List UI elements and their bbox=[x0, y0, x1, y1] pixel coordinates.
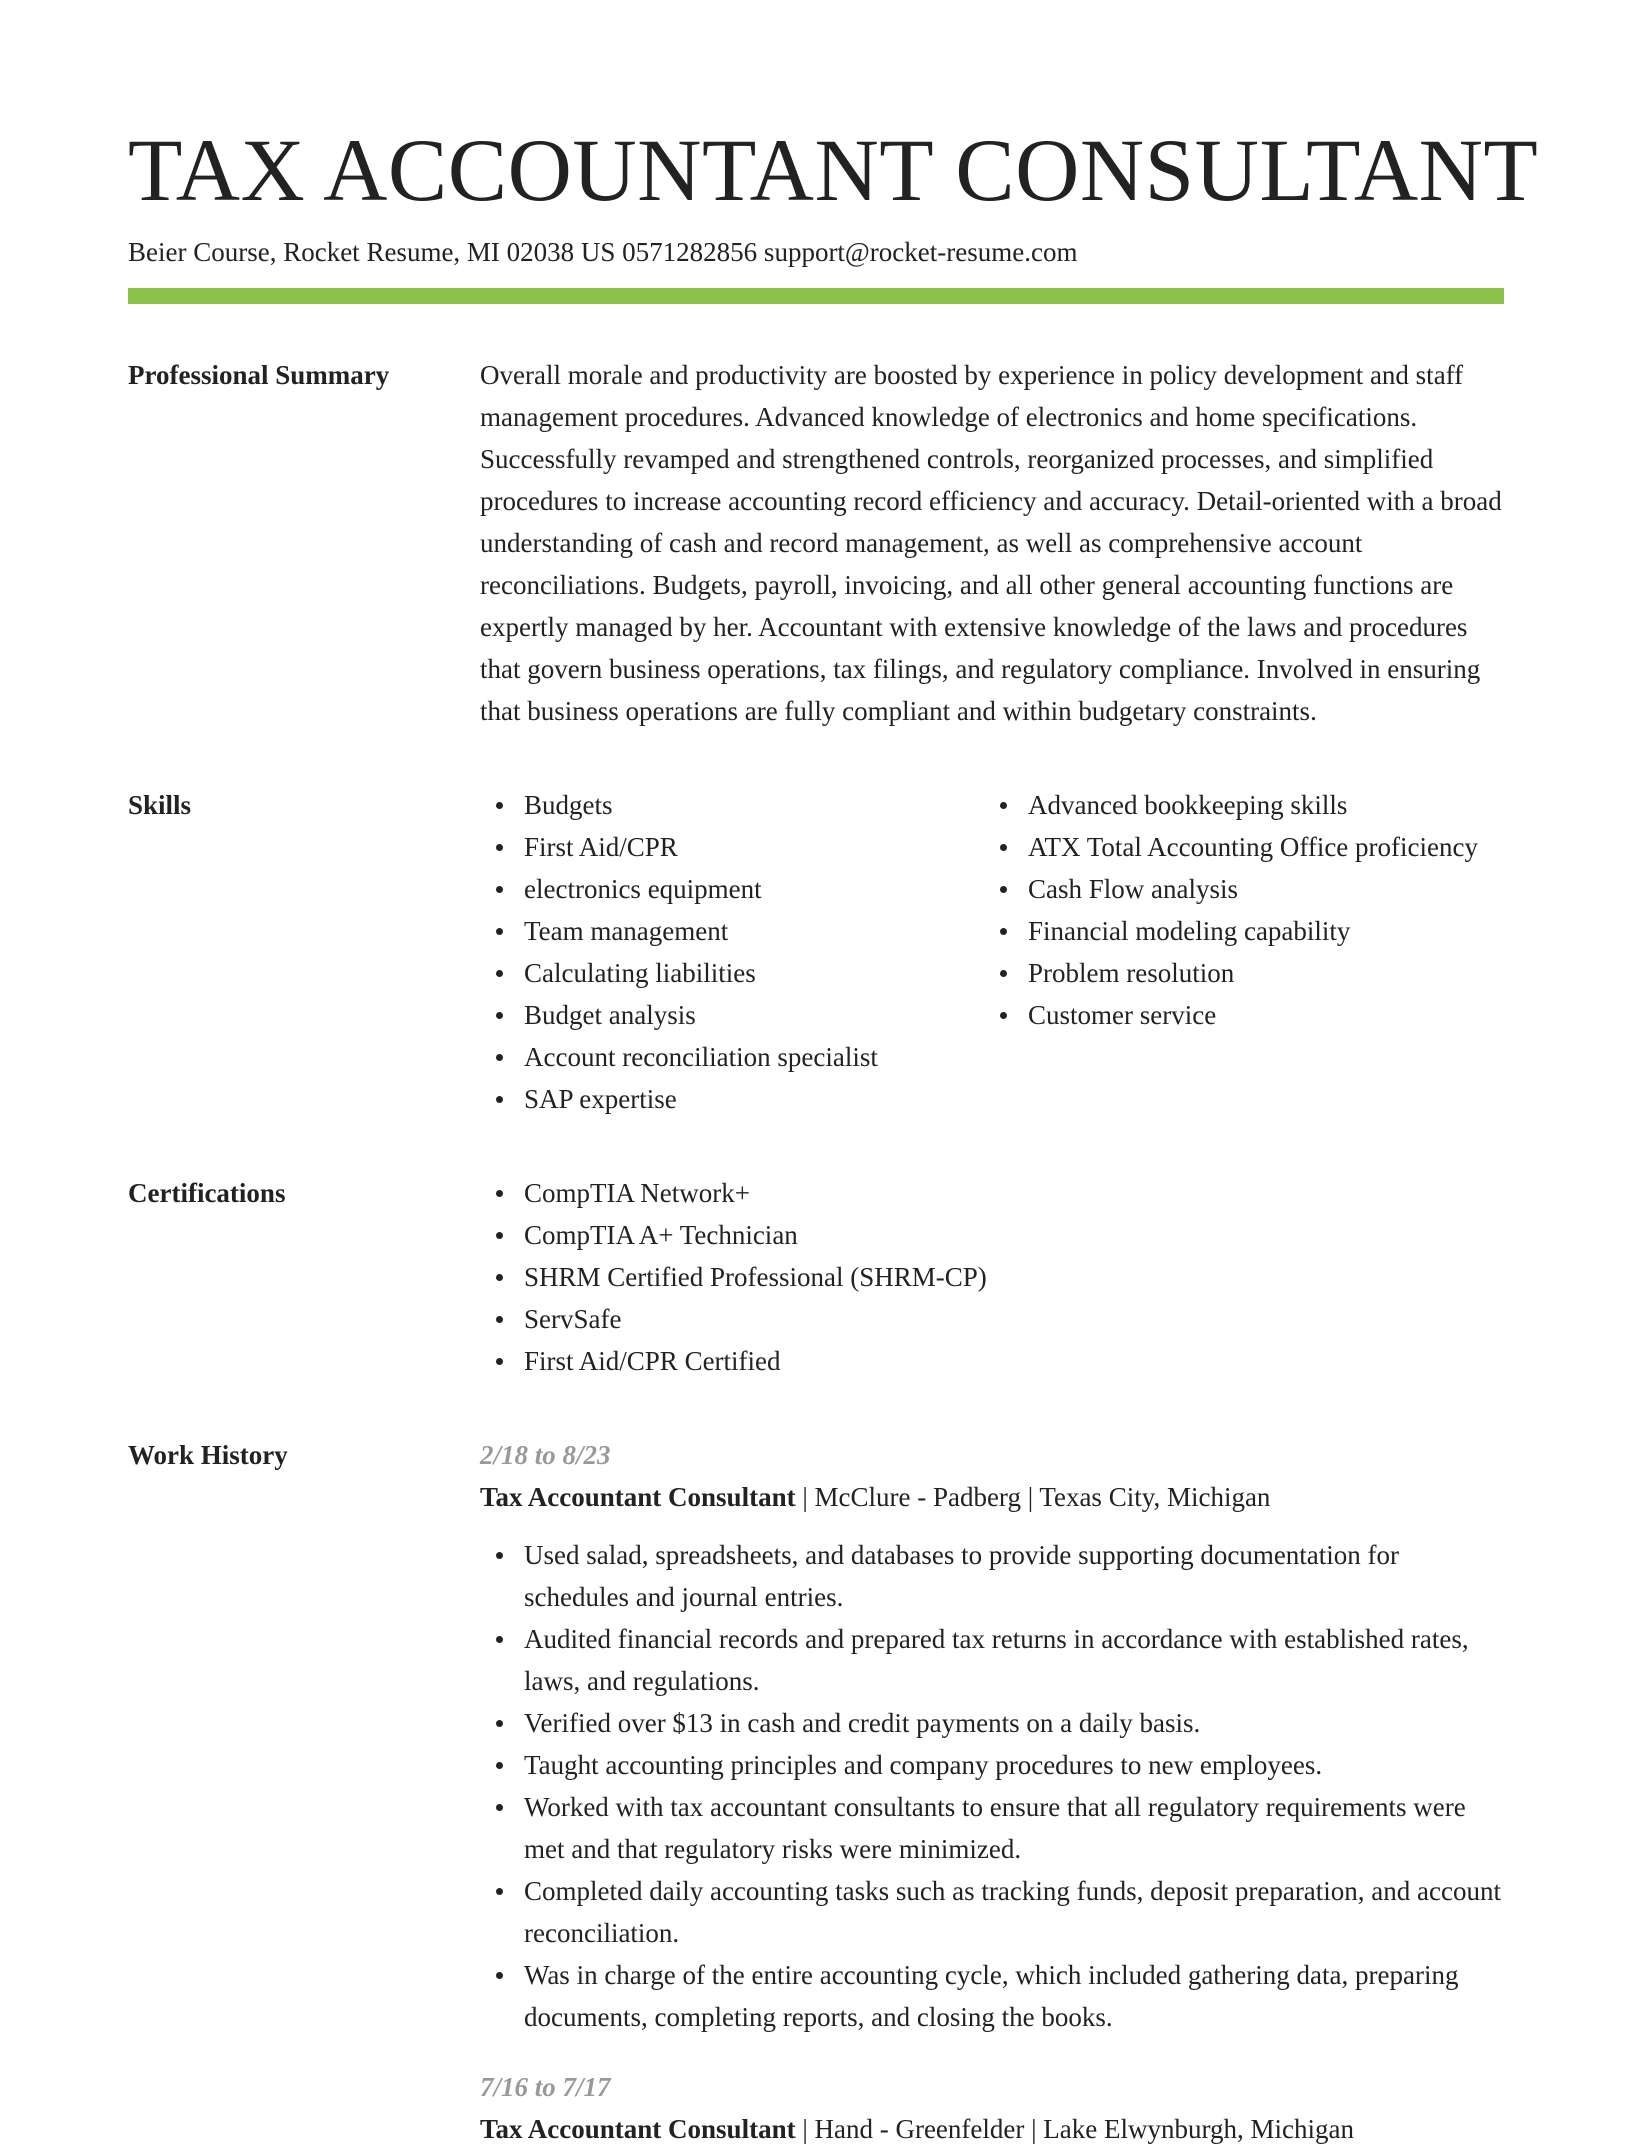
resume-name: TAX ACCOUNTANT CONSULTANT bbox=[128, 122, 1539, 220]
certification-item: CompTIA Network+ bbox=[480, 1172, 1504, 1214]
job-heading bbox=[480, 1476, 1504, 1518]
job-bullets bbox=[480, 1534, 1504, 2038]
job-bullet: Taught accounting principles and company procedures to new employees. bbox=[480, 1744, 1504, 1786]
skill-item: Account reconciliation specialist bbox=[480, 1036, 984, 1078]
skill-item: Customer service bbox=[984, 994, 1504, 1036]
work-history-section bbox=[128, 1434, 1504, 2150]
summary-text: Overall morale and productivity are boosted by experience in policy development and staff management procedures. Advanced knowledge of electronics and home specifications. Successfully revamped and strengthened controls, reorganized processes, and simplified procedures to increase accounting record efficiency and accuracy. Detail-oriented with a broad understanding of cash and record management, as well as comprehensive account reconciliations. Budgets, payroll, invoicing, and all other general accounting functions are expertly managed by her. Accountant with extensive knowledge of the laws and procedures that govern business operations, tax filings, and regulatory compliance. Involved in ensuring that business operations are fully compliant and within budgetary constraints. bbox=[480, 360, 1502, 726]
contact-line: Beier Course, Rocket Resume, MI 02038 US 0571282856 support@rocket-resume.com bbox=[128, 237, 1078, 267]
certifications-section bbox=[128, 1172, 1504, 1382]
summary-body bbox=[480, 354, 1504, 732]
job-dates: 7/16 to 7/17 bbox=[480, 2072, 611, 2102]
job-dates: 2/18 to 8/23 bbox=[480, 1440, 611, 1470]
certification-item: First Aid/CPR Certified bbox=[480, 1340, 1504, 1382]
skill-item: Team management bbox=[480, 910, 984, 952]
job-heading bbox=[480, 2108, 1504, 2150]
skill-item: First Aid/CPR bbox=[480, 826, 984, 868]
certification-item: ServSafe bbox=[480, 1298, 1504, 1340]
skill-item: Budget analysis bbox=[480, 994, 984, 1036]
skill-item: Cash Flow analysis bbox=[984, 868, 1504, 910]
certification-item: CompTIA A+ Technician bbox=[480, 1214, 1504, 1256]
certification-item: SHRM Certified Professional (SHRM-CP) bbox=[480, 1256, 1504, 1298]
job-bullet: Was in charge of the entire accounting cycle, which included gathering data, preparing documents, completing reports, and closing the books. bbox=[480, 1954, 1504, 2038]
job-title: Tax Accountant Consultant bbox=[480, 1482, 796, 1512]
resume-page bbox=[128, 118, 1539, 2150]
job-bullet: Worked with tax accountant consultants to ensure that all regulatory requirements were met and that regulatory risks were minimized. bbox=[480, 1786, 1504, 1870]
skills-label: Skills bbox=[128, 790, 192, 820]
skills-section bbox=[128, 784, 1504, 1120]
skills-column-a bbox=[480, 784, 984, 1120]
job-details: | Hand - Greenfelder | Lake Elwynburgh, Michigan bbox=[795, 2114, 1354, 2144]
job-bullet: Completed daily accounting tasks such as tracking funds, deposit preparation, and account reconciliation. bbox=[480, 1870, 1504, 1954]
skills-body bbox=[480, 784, 1504, 1120]
certifications-list bbox=[480, 1172, 1504, 1382]
job-entry bbox=[480, 1434, 1504, 2038]
skill-item: ATX Total Accounting Office proficiency bbox=[984, 826, 1504, 868]
header-divider bbox=[128, 288, 1504, 304]
job-bullet: Verified over $13 in cash and credit payments on a daily basis. bbox=[480, 1702, 1504, 1744]
skill-item: Problem resolution bbox=[984, 952, 1504, 994]
job-title: Tax Accountant Consultant bbox=[480, 2114, 796, 2144]
skill-item: electronics equipment bbox=[480, 868, 984, 910]
job-bullet: Audited financial records and prepared tax returns in accordance with established rates, laws, and regulations. bbox=[480, 1618, 1504, 1702]
work-history-body bbox=[480, 1434, 1504, 2150]
certifications-body bbox=[480, 1172, 1504, 1382]
certifications-label: Certifications bbox=[128, 1178, 286, 1208]
summary-section bbox=[128, 354, 1504, 732]
job-details: | McClure - Padberg | Texas City, Michigan bbox=[795, 1482, 1271, 1512]
work-history-label: Work History bbox=[128, 1440, 288, 1470]
skills-column-b bbox=[984, 784, 1504, 1120]
job-entry bbox=[480, 2066, 1504, 2150]
skill-item: Budgets bbox=[480, 784, 984, 826]
skill-item: Calculating liabilities bbox=[480, 952, 984, 994]
summary-label: Professional Summary bbox=[128, 360, 390, 390]
skill-item: Financial modeling capability bbox=[984, 910, 1504, 952]
job-bullet: Used salad, spreadsheets, and databases to provide supporting documentation for schedules and journal entries. bbox=[480, 1534, 1504, 1618]
skill-item: SAP expertise bbox=[480, 1078, 984, 1120]
skill-item: Advanced bookkeeping skills bbox=[984, 784, 1504, 826]
